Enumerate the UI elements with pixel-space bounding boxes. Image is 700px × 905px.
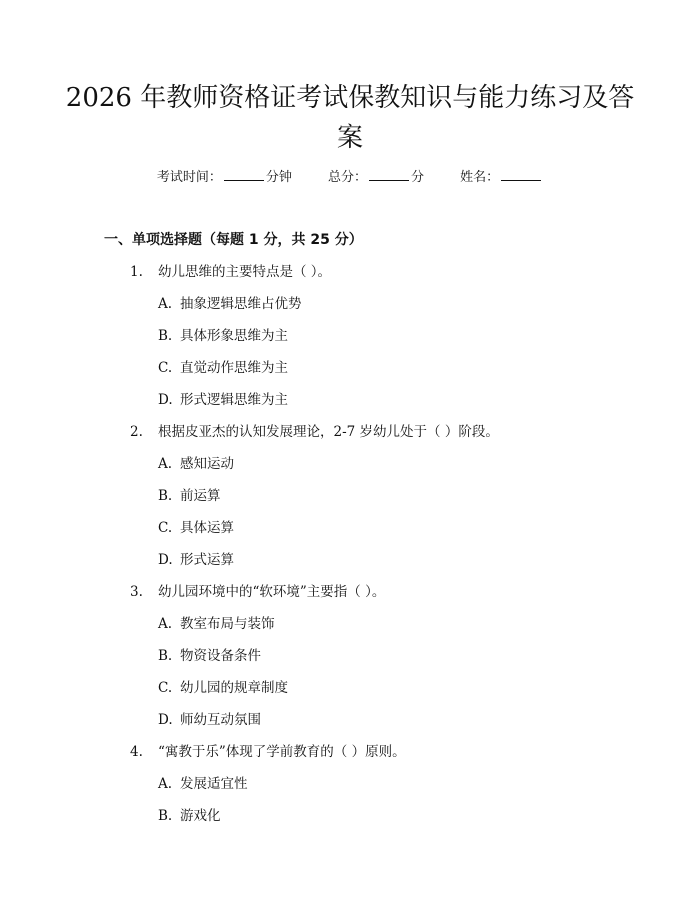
question-text: 幼儿园环境中的“软环境”主要指（ ）。	[158, 584, 386, 600]
option-letter: B.	[158, 328, 173, 344]
option-letter: C.	[158, 680, 173, 696]
question-3-option-d	[0, 710, 700, 742]
time-label: 考试时间：	[156, 170, 222, 185]
question-4-option-a	[0, 774, 700, 806]
question-list	[0, 262, 700, 838]
question-3-option-a	[0, 614, 700, 646]
question-number: 3.	[130, 584, 143, 600]
question-3	[0, 582, 700, 614]
option-text: 师幼互动氛围	[180, 712, 261, 728]
option-text: 物资设备条件	[180, 648, 261, 664]
exam-time	[157, 168, 292, 188]
score-blank	[369, 168, 409, 181]
question-2-option-c	[0, 518, 700, 550]
option-text: 形式逻辑思维为主	[180, 392, 288, 408]
option-text: 游戏化	[180, 808, 221, 824]
question-2	[0, 422, 700, 454]
option-letter: D.	[158, 392, 173, 408]
section-title: 一、单项选择题（每题 1 分，共 25 分）	[104, 232, 363, 248]
option-text: 幼儿园的规章制度	[180, 680, 288, 696]
question-4	[0, 742, 700, 774]
name-label: 姓名：	[460, 170, 500, 185]
question-1-option-a	[0, 294, 700, 326]
option-letter: C.	[158, 520, 173, 536]
option-letter: A.	[158, 456, 173, 472]
question-text: 根据皮亚杰的认知发展理论，2-7 岁幼儿处于（ ）阶段。	[158, 424, 499, 440]
time-blank	[224, 168, 264, 181]
option-letter: B.	[158, 808, 173, 824]
exam-meta	[0, 168, 700, 188]
option-text: 感知运动	[180, 456, 234, 472]
question-number: 2.	[130, 424, 143, 440]
option-text: 形式运算	[180, 552, 234, 568]
exam-name	[460, 168, 543, 188]
question-1-option-d	[0, 390, 700, 422]
question-2-option-a	[0, 454, 700, 486]
option-text: 具体运算	[180, 520, 234, 536]
option-letter: A.	[158, 296, 173, 312]
option-text: 直觉动作思维为主	[180, 360, 288, 376]
option-letter: B.	[158, 488, 173, 504]
question-3-option-b	[0, 646, 700, 678]
option-letter: A.	[158, 776, 173, 792]
time-unit: 分钟	[265, 170, 292, 185]
option-text: 发展适宜性	[180, 776, 248, 792]
option-letter: C.	[158, 360, 173, 376]
question-number: 1.	[130, 264, 143, 280]
question-text: “寓教于乐”体现了学前教育的（ ）原则。	[158, 744, 406, 760]
option-text: 前运算	[180, 488, 221, 504]
option-text: 具体形象思维为主	[180, 328, 288, 344]
option-letter: D.	[158, 552, 173, 568]
score-label: 总分：	[327, 170, 367, 185]
question-text: 幼儿思维的主要特点是（ ）。	[158, 264, 332, 280]
option-letter: D.	[158, 712, 173, 728]
option-letter: B.	[158, 648, 173, 664]
question-1-option-b	[0, 326, 700, 358]
page-title: 2026 年教师资格证考试保教知识与能力练习及答案	[65, 83, 635, 153]
question-3-option-c	[0, 678, 700, 710]
question-1-option-c	[0, 358, 700, 390]
question-2-option-b	[0, 486, 700, 518]
question-2-option-d	[0, 550, 700, 582]
question-number: 4.	[130, 744, 143, 760]
question-4-option-b	[0, 806, 700, 838]
name-blank	[501, 168, 541, 181]
option-letter: A.	[158, 616, 173, 632]
option-text: 教室布局与装饰	[180, 616, 275, 632]
option-text: 抽象逻辑思维占优势	[180, 296, 302, 312]
question-1	[0, 262, 700, 294]
exam-score	[328, 168, 424, 188]
score-unit: 分	[411, 170, 425, 185]
